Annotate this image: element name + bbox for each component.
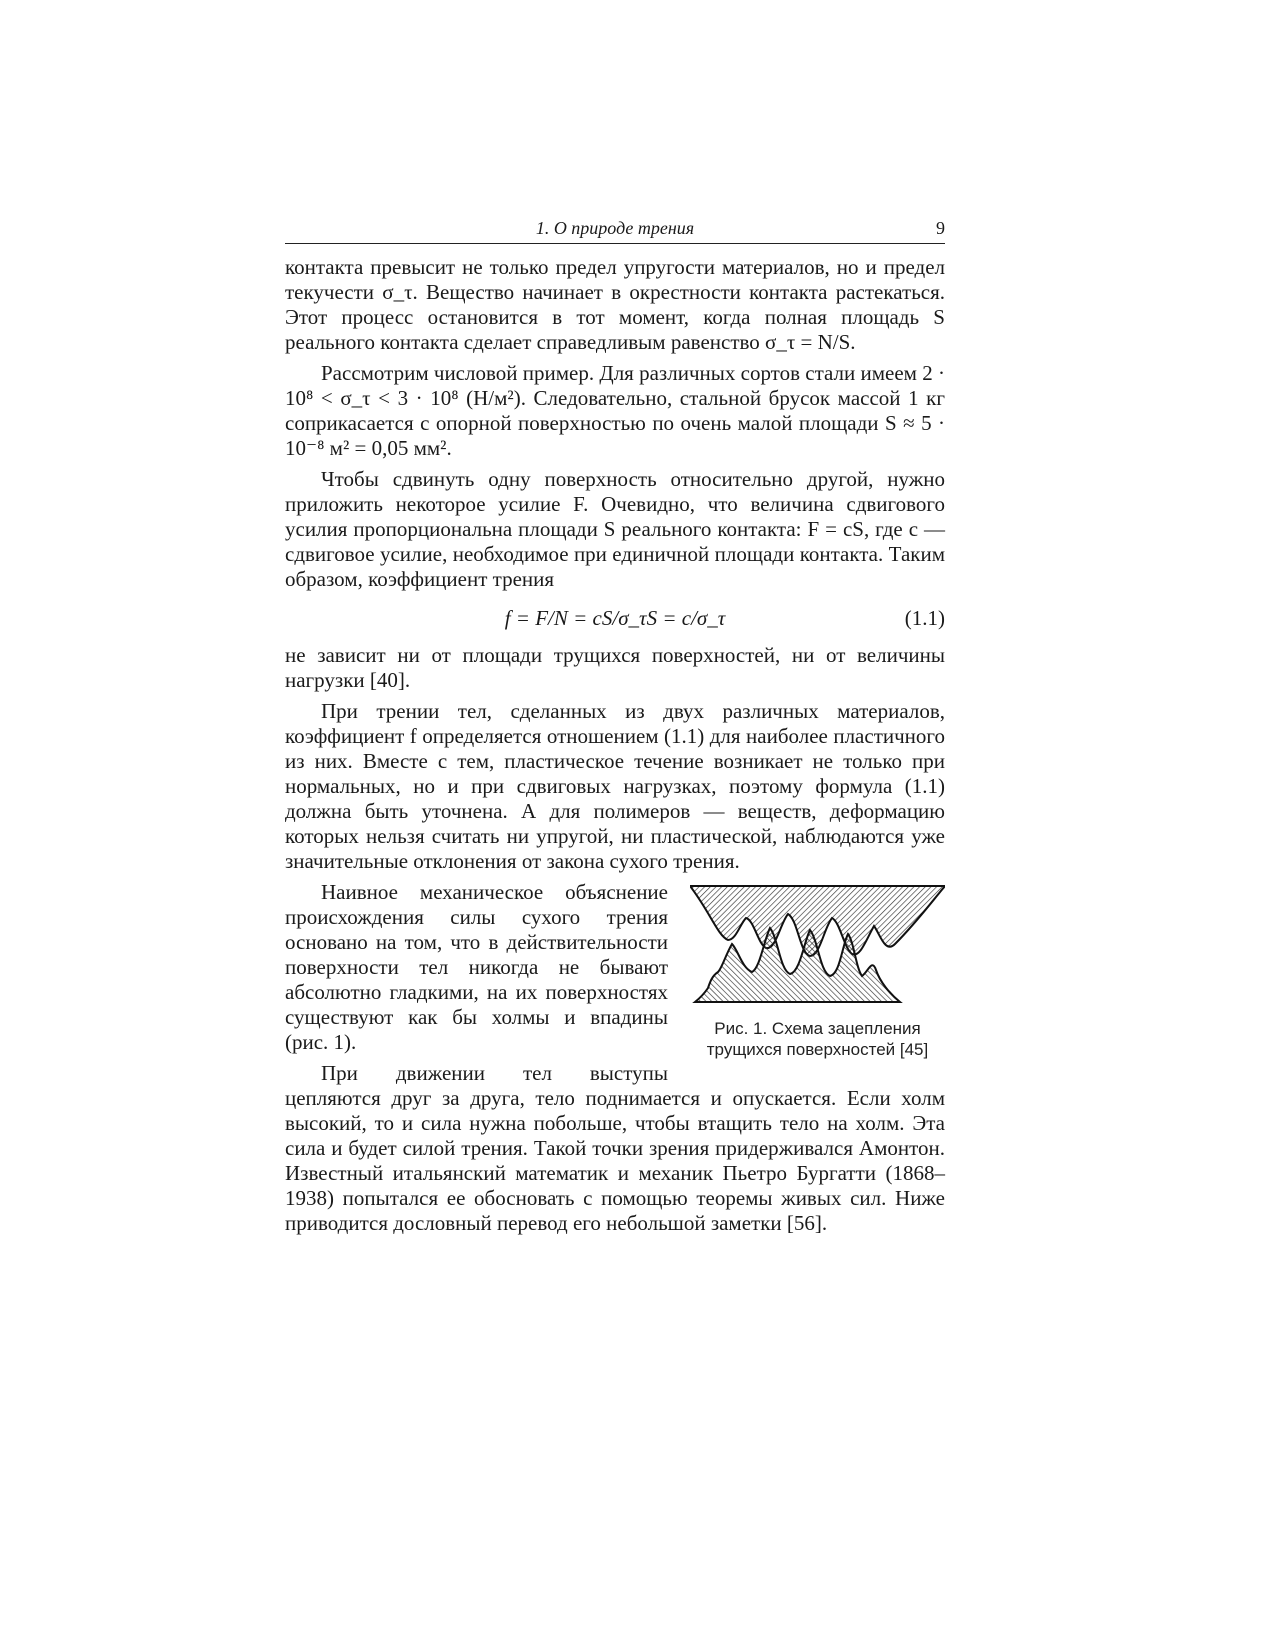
paragraph-5: При трении тел, сделанных из двух различных материалов, коэффициент f определяется отношением (1.1) для наиболее пластичного из них. Вместе с тем, пластическое течение возникает не только при нормальных, но и при сдвиговых нагрузках, поэтому формула (1.1) должна быть уточнена. А для полимеров — веществ, деформацию которых нельзя считать ни упругой, ни пластической, наблюдаются уже значительные отклонения от закона сухого трения. xyxy=(285,699,945,873)
paragraph-4: не зависит ни от площади трущихся поверхностей, ни от величины нагрузки [40]. xyxy=(285,643,945,692)
page-number: 9 xyxy=(936,218,945,238)
paragraph-1: контакта превысит не только предел упругости материалов, но и предел текучести σ_τ. Вещество начинает в окрестности контакта растекаться. Этот процесс остановится в тот момент, когда полная площадь S реального контакта сделает справедливым равенство σ_τ = N/S. xyxy=(285,255,945,354)
running-head xyxy=(285,217,945,244)
figure-1 xyxy=(690,884,945,1060)
equation-number: (1.1) xyxy=(904,606,945,630)
figure-caption: Рис. 1. Схема зацепления трущихся поверхностей [45] xyxy=(706,1019,929,1059)
equation-formula: f = F/N = cS/σ_τS = c/σ_τ xyxy=(504,606,726,630)
running-title: 1. О природе трения xyxy=(535,218,695,238)
equation xyxy=(285,606,945,631)
interlocking-surfaces-illustration xyxy=(690,884,945,1004)
paragraph-3: Чтобы сдвинуть одну поверхность относительно другой, нужно приложить некоторое усилие F. Очевидно, что величина сдвигового усилия пропорциональна площади S реального контакта: F = cS, где c — сдвиговое усилие, необходимое при единичной площади контакта. Таким образом, коэффициент трения xyxy=(285,467,945,591)
paragraph-7: При движении тел выступы цепляются друг за друга, тело поднимается и опускается. Если холм высокий, то и сила нужна побольше, чтобы втащить тело на холм. Эта сила и будет силой трения. Такой точки зрения придерживался Амонтон. Известный итальянский математик и механик Пьетро Бургатти (1868–1938) попытался ее обосновать с помощью теоремы живых сил. Ниже приводится дословный перевод его небольшой заметки [56]. xyxy=(285,1061,945,1235)
body-text xyxy=(285,255,945,1236)
paragraph-6: Наивное механическое объяснение происхождения силы сухого трения основано на том, что в действительности поверхности тел никогда не бывают абсолютно гладкими, на их поверхностях существуют как бы холмы и впадины (рис. 1). xyxy=(285,880,668,1054)
paragraph-2: Рассмотрим числовой пример. Для различных сортов стали имеем 2 · 10⁸ < σ_τ < 3 · 10⁸ (Н/м²). Следовательно, стальной брусок массой 1 кг соприкасается с опорной поверхностью по очень малой площади S ≈ 5 · 10⁻⁸ м² = 0,05 мм². xyxy=(285,361,945,460)
